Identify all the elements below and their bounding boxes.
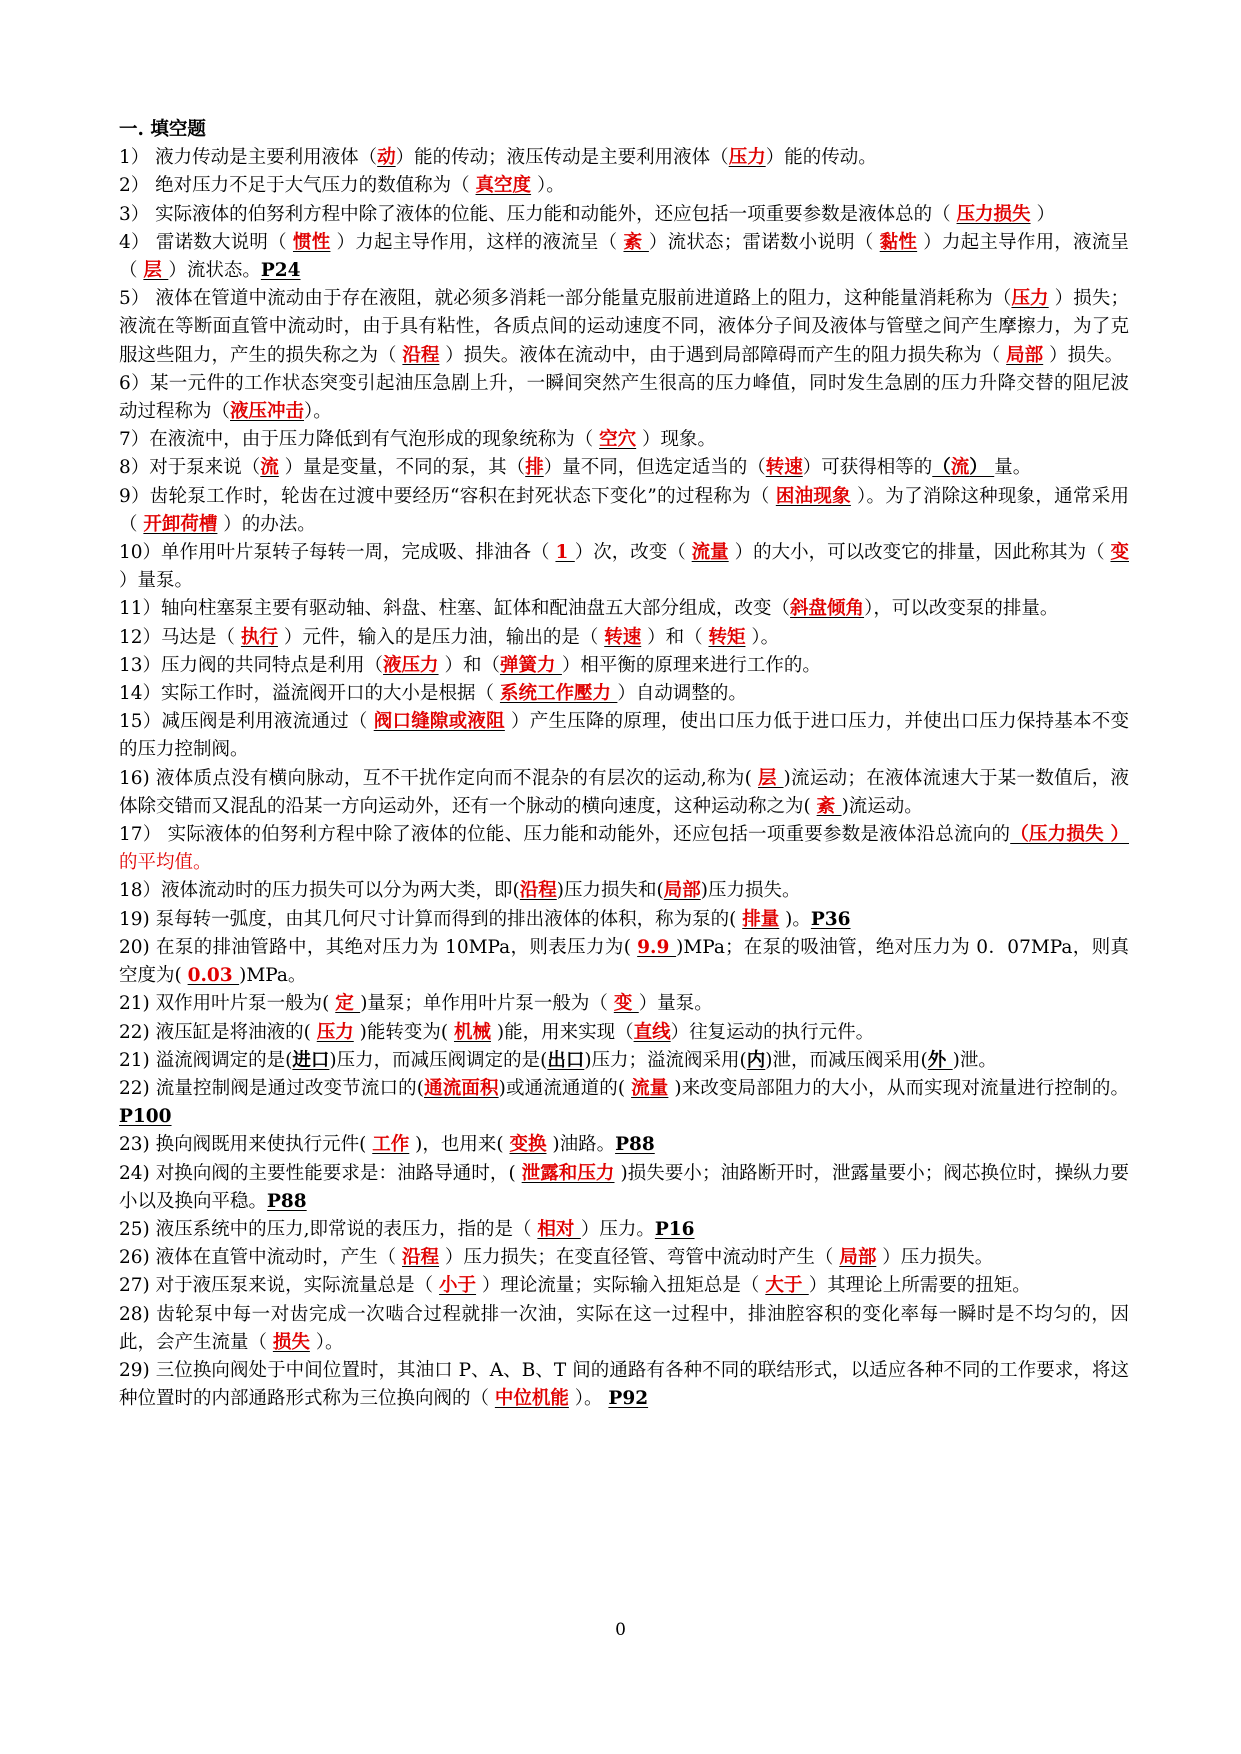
answer-blank: 困油现象 [775, 485, 851, 507]
question-item [119, 821, 1129, 877]
question-item [119, 680, 1129, 708]
answer-blank: 定 [335, 993, 361, 1015]
question-text: 22) 液压缸是将油液的( [119, 1021, 317, 1043]
answer-blank: 通流面积 [423, 1077, 499, 1099]
question-text: 5） 液体在管道中流动由于存在液阻，就必须多消耗一部分能量克服前进道路上的阻力，这种能量消耗称为（ [119, 288, 1012, 310]
answer-blank: 局部 [663, 880, 701, 902]
question-text: ）力起主导作用，液流呈（ [119, 231, 1129, 282]
answer-blank: 紊 [623, 231, 649, 253]
answer-blank: 变换 [509, 1134, 547, 1156]
question-text: 25) 液压系统中的压力,即常说的表压力，指的是（ [119, 1218, 538, 1240]
answer-blank: 层 [143, 260, 169, 282]
question-item [119, 229, 1129, 285]
question-text: 16) 液体质点没有横向脉动，互不干扰作定向而不混杂的有层次的运动,称为( [119, 767, 758, 789]
answer-blank: 弹簧力 [499, 654, 562, 676]
question-item [119, 595, 1129, 623]
question-text: 17） 实际液体的伯努利方程中除了液体的位能、压力能和动能外，还应包括一项重要参数是液体沿总流向的 [119, 824, 1011, 846]
answer-blank: 液压力 [383, 654, 439, 676]
question-item [119, 454, 1129, 482]
question-item [119, 483, 1129, 539]
question-text: ）能的传动；液压传动是主要利用液体（ [395, 147, 729, 169]
answer-blank: 斜盘倾角 [790, 598, 865, 620]
question-text: )泄。 [952, 1049, 997, 1071]
question-text: 18）液体流动时的压力损失可以分为两大类，即( [119, 880, 520, 902]
question-text: ）现象。 [636, 429, 717, 451]
question-text: )压力损失。 [700, 880, 801, 902]
question-text: 7）在液流中，由于压力降低到有气泡形成的现象统称为（ [119, 429, 600, 451]
question-text: ）量泵。 [638, 993, 713, 1015]
question-text: )油路。 [546, 1134, 616, 1156]
question-item [119, 1131, 1129, 1159]
answer-blank: 惯性 [292, 231, 331, 253]
question-text: ）损失；液流在等断面直管中流动时，由于具有粘性，各质点间的运动速度不同，液体分子间及液体与管壁之间产生摩擦力，为了克服这些阻力，产生的损失称之为（ [119, 288, 1129, 366]
question-item [119, 144, 1129, 172]
answer-blank: 0.03 [187, 965, 240, 987]
question-list [119, 144, 1129, 1413]
question-text: 28) 齿轮泵中每一对齿完成一次啮合过程就排一次油，实际在这一过程中，排油腔容积的变化率每一瞬时是不均匀的，因此，会产生流量（ [119, 1303, 1129, 1353]
question-text: ）流状态。 [168, 260, 261, 282]
page-reference: P88 [267, 1190, 307, 1212]
question-item [119, 426, 1129, 454]
question-text: ）损失。液体在流动中，由于遇到局部障碍而产生的阻力损失称为（ [439, 344, 1007, 366]
question-text: ）。 [568, 1388, 609, 1410]
question-text: ）压力。 [580, 1218, 655, 1240]
question-text: ）流状态；雷诺数小说明（ [648, 231, 880, 253]
question-item [119, 624, 1129, 652]
question-text: )来改变局部阻力的大小，从而实现对流量进行控制的。 [668, 1077, 1129, 1099]
question-item [119, 285, 1129, 370]
question-text: 27) 对于液压泵来说，实际流量总是（ [119, 1275, 440, 1297]
question-text: ）其理论上所需要的扭矩。 [808, 1275, 1031, 1297]
answer-blank: 外 [927, 1049, 953, 1071]
question-text: )能转变为( [353, 1021, 454, 1043]
question-item [119, 539, 1129, 595]
question-item [119, 765, 1129, 821]
answer-blank: 压力 [1011, 288, 1049, 310]
question-text: 11）轴向柱塞泵主要有驱动轴、斜盘、柱塞、缸体和配油盘五大部分组成，改变（ [119, 598, 791, 620]
answer-blank: 压力损失 [956, 203, 1031, 225]
question-text: ）理论流量；实际输入扭矩总是（ [476, 1275, 766, 1297]
question-text: )压力；溢流阀采用( [584, 1049, 747, 1071]
page-reference: P92 [608, 1388, 649, 1410]
page-reference: P88 [615, 1134, 655, 1156]
question-text: ）的办法。 [217, 513, 316, 535]
page-number: 0 [615, 1620, 626, 1640]
question-text: ）次，改变（ [574, 542, 692, 564]
answer-blank: 变 [1110, 542, 1129, 564]
question-text: 20) 在泵的排油管路中，其绝对压力为 10MPa，则表压力为( [119, 936, 638, 958]
answer-blank: 进口 [292, 1049, 330, 1071]
question-text: )流运动。 [841, 795, 923, 817]
answer-blank: 排 [525, 457, 544, 479]
page-reference: P100 [119, 1106, 172, 1128]
page-reference: P36 [810, 908, 851, 930]
answer-blank: 变 [613, 993, 639, 1015]
question-text: )或通流通道的( [498, 1077, 632, 1099]
question-text: )流运动；在液体流速大于某一数值后，液体除交错而又混乱的沿某一方向运动外，还有一个脉动的横向速度，这种运动称之为( [119, 767, 1129, 817]
question-text: 24) 对换向阀的主要性能要求是：油路导通时，( [119, 1162, 522, 1184]
question-item [119, 877, 1129, 905]
answer-blank: 系统工作壓力 [499, 683, 618, 705]
question-text: 13）压力阀的共同特点是利用（ [119, 654, 384, 676]
answer-blank: 沿程 [402, 1247, 440, 1269]
question-text: 6）某一元件的工作状态突变引起油压急剧上升，一瞬间突然产生很高的压力峰值，同时发生急剧的压力升降交替的阻尼波动过程称为（ [119, 372, 1129, 423]
answer-blank: 9.9 [637, 936, 677, 958]
question-text: ）压力损失。 [876, 1247, 994, 1269]
answer-blank: 执行 [240, 626, 278, 648]
question-text: )量泵；单作用叶片泵一般为（ [360, 993, 614, 1015]
question-text: ）量是变量，不同的泵，其（ [278, 457, 526, 479]
question-text: 9）齿轮泵工作时，轮齿在过渡中要经历“容积在封死状态下变化”的过程称为（ [119, 485, 776, 507]
question-item [119, 172, 1129, 200]
answer-blank: 流 [950, 457, 970, 479]
question-text: ）损失。 [1043, 344, 1124, 366]
question-text: ）。 [531, 175, 565, 197]
question-text: )压力损失和( [556, 880, 664, 902]
answer-blank: 泄露和压力 [521, 1162, 615, 1184]
question-item [119, 1244, 1129, 1272]
answer-blank: 小于 [439, 1275, 477, 1297]
question-text: 2） 绝对压力不足于大气压力的数值称为（ [119, 175, 476, 197]
question-text: 4） 雷诺数大说明（ [119, 231, 293, 253]
answer-blank: 相对 [537, 1218, 581, 1240]
question-text: 21) 溢流阀调定的是( [119, 1049, 293, 1071]
question-item [119, 906, 1129, 934]
answer-blank: 局部 [1006, 344, 1044, 366]
question-item [119, 1047, 1129, 1075]
question-text: ）压力损失；在变直径管、弯管中流动时产生（ [439, 1247, 840, 1269]
question-text: ）和（ [438, 654, 500, 676]
answer-blank: 转速 [765, 457, 803, 479]
question-item [119, 990, 1129, 1018]
answer-blank: 液压冲击 [230, 401, 305, 423]
answer-blank: 流 [260, 457, 279, 479]
question-text: ）量不同，但选定适当的（ [543, 457, 766, 479]
answer-blank: （ [932, 457, 951, 479]
answer-blank: 出口 [547, 1049, 585, 1071]
answer-blank: 直线 [633, 1021, 671, 1043]
question-item [119, 1301, 1129, 1357]
answer-blank: 黏性 [879, 231, 918, 253]
question-text: ）能的传动。 [765, 147, 877, 169]
answer-blank: 沿程 [402, 344, 440, 366]
question-text: )能，用来实现（ [490, 1021, 634, 1043]
question-item [119, 1075, 1129, 1131]
answer-blank: 压力 [316, 1021, 354, 1043]
question-item [119, 370, 1129, 426]
question-item [119, 1160, 1129, 1216]
answer-blank: 转矩 [708, 626, 746, 648]
answer-blank: （压力损失 ） [1010, 824, 1129, 846]
answer-blank: 1 [555, 542, 575, 564]
answer-blank: 开卸荷槽 [143, 513, 218, 535]
question-item [119, 1357, 1129, 1413]
question-item [119, 201, 1129, 229]
page-reference: P24 [260, 260, 301, 282]
question-text: ） [1030, 203, 1055, 225]
answer-blank: 损失 [272, 1331, 310, 1353]
answer-blank: 内 [746, 1049, 766, 1071]
question-text: ）力起主导作用，这样的液流呈（ [330, 231, 624, 253]
answer-blank: ） [969, 457, 995, 479]
answer-blank: 空穴 [599, 429, 637, 451]
page-reference: P16 [654, 1218, 695, 1240]
answer-blank: 中位机能 [494, 1388, 569, 1410]
question-text: ）量泵。 [119, 570, 194, 592]
question-text: )损失要小；油路断开时，泄露量要小；阀芯换位时，操纵力要小以及换向平稳。 [119, 1162, 1129, 1212]
section-heading: 一. 填空题 [119, 119, 206, 140]
question-text: 14）实际工作时，溢流阀开口的大小是根据（ [119, 683, 500, 705]
answer-blank: 大于 [765, 1275, 809, 1297]
answer-blank: 转速 [604, 626, 642, 648]
question-text: 29) 三位换向阀处于中间位置时，其油口 P、A、B、T 间的通路有各种不同的联结形式，以适应各种不同的工作要求，将这种位置时的内部通路形式称为三位换向阀的（ [119, 1359, 1129, 1410]
question-text: )，也用来( [409, 1134, 510, 1156]
question-text: 22) 流量控制阀是通过改变节流口的( [119, 1077, 424, 1099]
answer-blank: 压力 [728, 147, 766, 169]
question-text: ）。 [745, 626, 780, 648]
question-text: 15）减压阀是利用液流通过（ [119, 711, 374, 733]
question-text: 量。 [994, 457, 1032, 479]
question-text: ）的大小，可以改变它的排量，因此称其为（ [728, 542, 1111, 564]
question-text: ）。 [304, 401, 332, 423]
answer-blank: 流量 [691, 542, 729, 564]
question-text: ）和（ [641, 626, 709, 648]
question-text: ）。 [309, 1331, 344, 1353]
answer-blank: 工作 [372, 1134, 410, 1156]
question-text: )泄，而减压阀采用( [765, 1049, 928, 1071]
answer-blank: 紊 [816, 795, 842, 817]
question-text: )压力，而减压阀调定的是( [329, 1049, 548, 1071]
question-text: )MPa。 [239, 965, 307, 987]
answer-blank: 局部 [839, 1247, 877, 1269]
question-text: ）产生压降的原理，使出口压力低于进口压力，并使出口压力保持基本不变的压力控制阀。 [119, 711, 1129, 761]
question-text: ）可获得相等的 [802, 457, 933, 479]
question-text: ）元件，输入的是压力油，输出的是（ [277, 626, 605, 648]
question-text: ），可以改变泵的排量。 [864, 598, 1059, 620]
question-text: 26) 液体在直管中流动时，产生（ [119, 1247, 403, 1269]
answer-blank: 层 [758, 767, 784, 789]
answer-blank: 动 [377, 147, 396, 169]
question-text: 1） 液力传动是主要利用液体（ [119, 147, 378, 169]
question-text: )MPa；在泵的吸油管，绝对压力为 0．07MPa，则真空度为( [119, 936, 1129, 987]
question-item [119, 934, 1129, 990]
question-item [119, 708, 1129, 764]
answer-blank: 机械 [453, 1021, 491, 1043]
question-text: 3） 实际液体的伯努利方程中除了液体的位能、压力能和动能外，还应包括一项重要参数是液体总的（ [119, 203, 957, 225]
question-text: ）相平衡的原理来进行工作的。 [561, 654, 821, 676]
question-text: 19) 泵每转一弧度，由其几何尺寸计算而得到的排出液体的体积，称为泵的( [119, 908, 743, 930]
question-text: ）自动调整的。 [617, 683, 747, 705]
question-item [119, 1216, 1129, 1244]
answer-blank: 沿程 [519, 880, 557, 902]
answer-blank: 流量 [631, 1077, 669, 1099]
question-text: 21) 双作用叶片泵一般为( [119, 993, 336, 1015]
document-page [119, 116, 1129, 1413]
answer-blank: 排量 [742, 908, 780, 930]
question-text: 12）马达是（ [119, 626, 241, 648]
question-text: ）往复运动的执行元件。 [670, 1021, 875, 1043]
question-text: 10）单作用叶片泵转子每转一周，完成吸、排油各（ [119, 542, 556, 564]
question-text: ）。为了消除这种现象，通常采用（ [119, 485, 1129, 535]
question-item [119, 652, 1129, 680]
question-text: )。 [779, 908, 811, 930]
question-text: 23) 换向阀既用来使执行元件( [119, 1134, 373, 1156]
question-text: 的平均值。 [119, 852, 212, 874]
answer-blank: 阀口缝隙或液阻 [373, 711, 505, 733]
question-item [119, 1019, 1129, 1047]
question-item [119, 1272, 1129, 1300]
answer-blank: 真空度 [475, 175, 532, 197]
question-text: 8）对于泵来说（ [119, 457, 261, 479]
